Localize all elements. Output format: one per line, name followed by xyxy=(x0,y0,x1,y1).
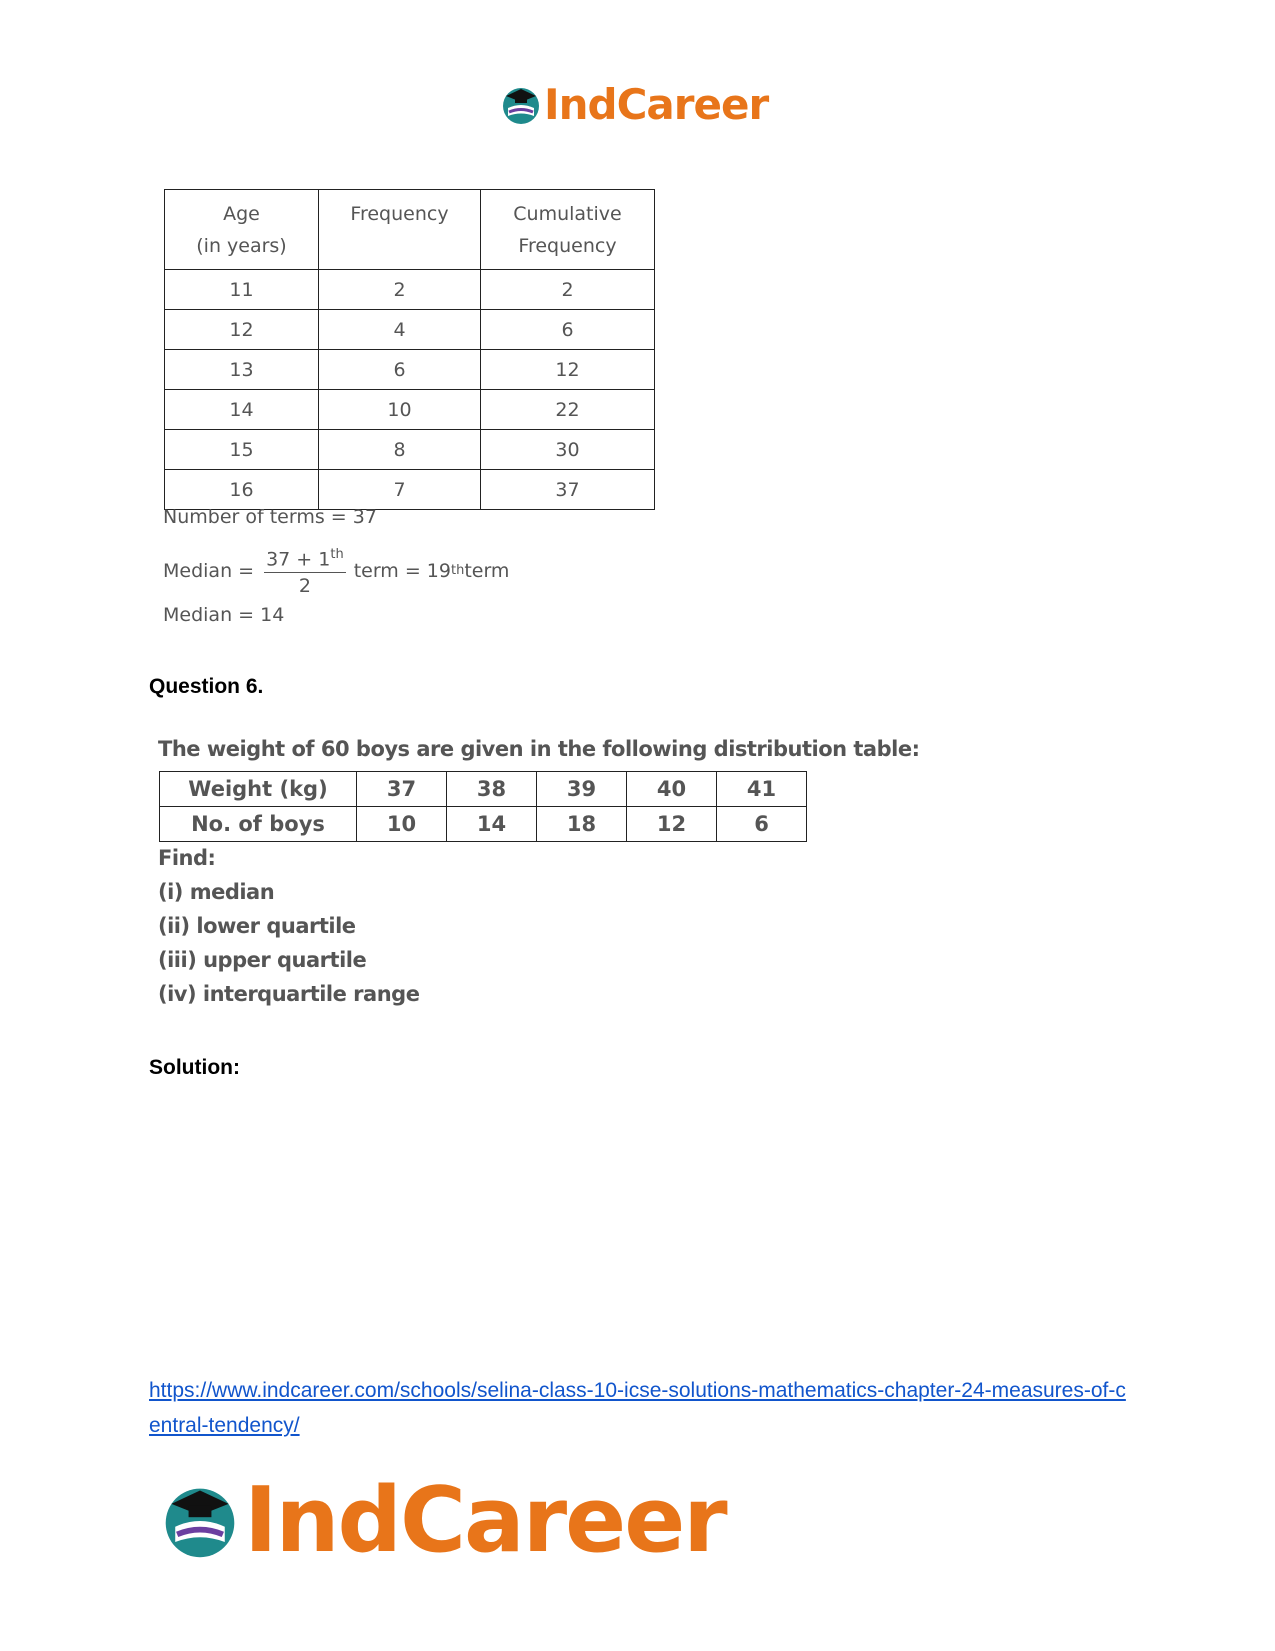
list-item: (ii) lower quartile xyxy=(158,914,356,938)
table-row: No. of boys 10 14 18 12 6 xyxy=(160,807,807,842)
table-row: 13 6 12 xyxy=(165,350,655,390)
term-end: term xyxy=(464,559,510,582)
term-value: 19 xyxy=(426,559,451,582)
term-superscript: th xyxy=(450,563,465,579)
graduation-book-icon xyxy=(500,84,542,126)
median-fraction xyxy=(264,542,346,599)
weight-distribution-table xyxy=(159,771,807,842)
header-age: Age (in years) xyxy=(165,190,319,270)
logo-wordmark: IndCareer xyxy=(544,80,769,129)
cumulative-frequency-table xyxy=(164,189,655,510)
question-heading: Question 6. xyxy=(149,675,264,698)
list-item: (iv) interquartile range xyxy=(158,982,420,1006)
fraction-denominator: 2 xyxy=(298,575,311,598)
numerator-superscript: th xyxy=(330,547,344,562)
logo-wordmark: IndCareer xyxy=(244,1468,726,1573)
question-intro: The weight of 60 boys are given in the following distribution table: xyxy=(158,737,920,761)
footer-link[interactable]: https://www.indcareer.com/schools/selina-class-10-icse-solutions-mathematics-chapter-24-measures-of-central-tendency/ xyxy=(149,1379,1126,1437)
median-formula xyxy=(163,542,509,599)
list-item: (i) median xyxy=(158,880,275,904)
header-frequency: Frequency xyxy=(319,190,481,270)
table-row: 16 7 37 xyxy=(165,470,655,510)
header-cumulative-frequency: Cumulative Frequency xyxy=(481,190,655,270)
indcareer-logo-bottom xyxy=(160,1468,726,1573)
table-row: 11 2 2 xyxy=(165,270,655,310)
median-label: Median = xyxy=(163,559,255,582)
table-row: 14 10 22 xyxy=(165,390,655,430)
median-result: Median = 14 xyxy=(163,604,285,626)
table-row: Weight (kg) 37 38 39 40 41 xyxy=(160,772,807,807)
table-header-row xyxy=(165,190,655,270)
indcareer-logo-top xyxy=(500,80,768,129)
list-item: (iii) upper quartile xyxy=(158,948,367,972)
term-word: term = xyxy=(353,559,421,582)
graduation-book-icon xyxy=(160,1481,240,1561)
find-label: Find: xyxy=(158,846,216,870)
number-of-terms: Number of terms = 37 xyxy=(163,506,377,528)
solution-heading: Solution: xyxy=(149,1056,240,1079)
table-row: 12 4 6 xyxy=(165,310,655,350)
fraction-numerator: 37 + 1 xyxy=(266,548,331,571)
table-row: 15 8 30 xyxy=(165,430,655,470)
